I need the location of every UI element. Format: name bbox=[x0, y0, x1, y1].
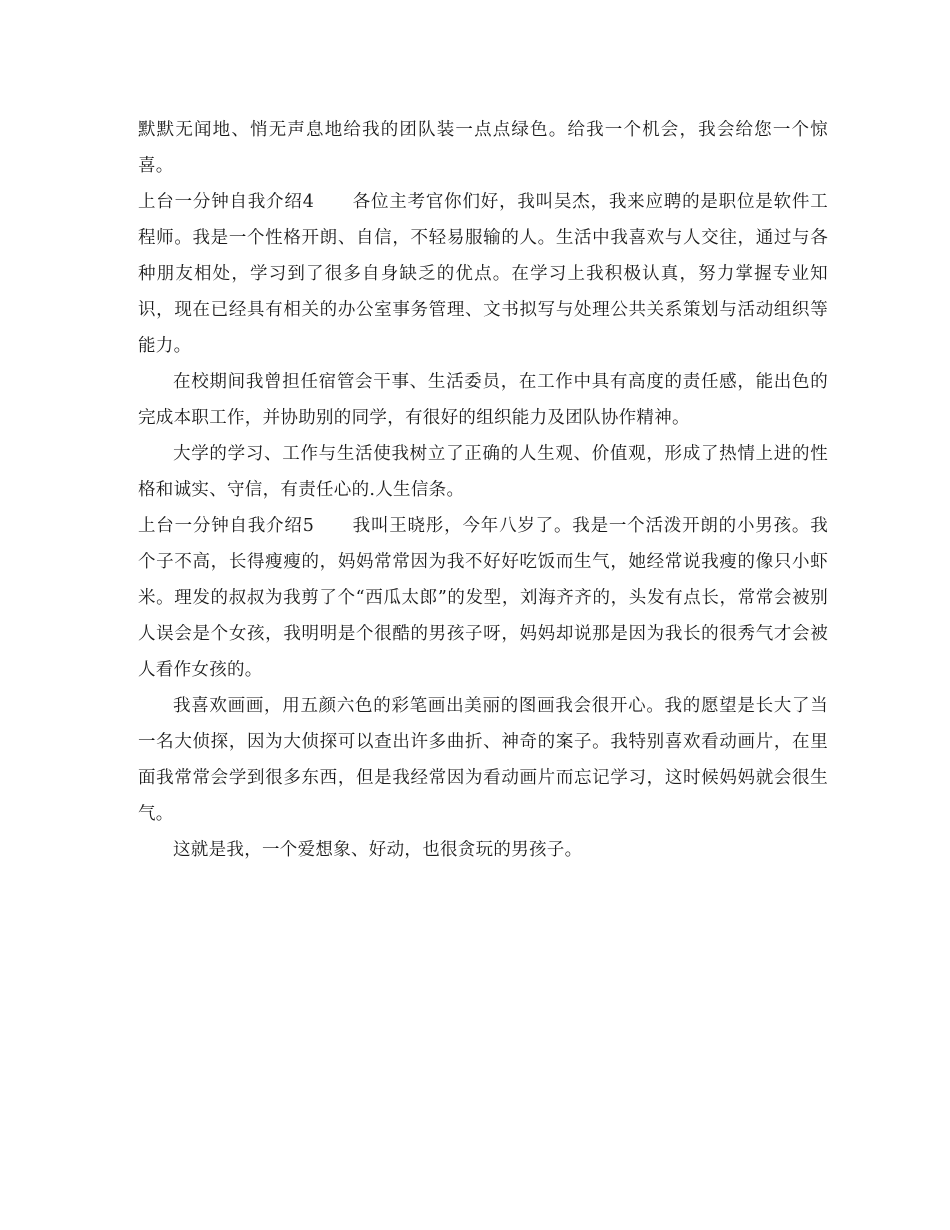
paragraph-text: 默默无闻地、悄无声息地给我的团队装一点点绿色。给我一个机会，我会给您一个惊喜。 bbox=[138, 120, 828, 176]
paragraph-6 bbox=[138, 688, 828, 832]
paragraph-text: 这就是我，一个爱想象、好动，也很贪玩的男孩子。 bbox=[173, 840, 583, 860]
paragraph-7 bbox=[138, 832, 828, 868]
paragraph-4 bbox=[138, 436, 828, 508]
paragraph-text: 大学的学习、工作与生活使我树立了正确的人生观、价值观，形成了热情上进的性格和诚实、守信，有责任心的.人生信条。 bbox=[138, 444, 828, 500]
paragraph-text: 各位主考官你们好，我叫吴杰，我来应聘的是职位是软件工程师。我是一个性格开朗、自信，不轻易服输的人。生活中我喜欢与人交往，通过与各种朋友相处，学习到了很多自身缺乏的优点。在学习上我积极认真，努力掌握专业知识，现在已经具有相关的办公室事务管理、文书拟写与处理公共关系策划与活动组织等能力。 bbox=[138, 192, 828, 356]
paragraph-2 bbox=[138, 184, 828, 364]
document-body bbox=[138, 112, 828, 868]
paragraph-1 bbox=[138, 112, 828, 184]
paragraph-text: 我叫王晓彤，今年八岁了。我是一个活泼开朗的小男孩。我个子不高，长得瘦瘦的，妈妈常常因为我不好好吃饭而生气，她经常说我瘦的像只小虾米。理发的叔叔为我剪了个“西瓜太郎”的发型，刘海齐齐的，头发有点长，常常会被别人误会是个女孩，我明明是个很酷的男孩子呀，妈妈却说那是因为我长的很秀气才会被人看作女孩的。 bbox=[138, 516, 828, 680]
paragraph-3 bbox=[138, 364, 828, 436]
paragraph-text: 我喜欢画画，用五颜六色的彩笔画出美丽的图画我会很开心。我的愿望是长大了当一名大侦探，因为大侦探可以查出许多曲折、神奇的案子。我特别喜欢看动画片，在里面我常常会学到很多东西，但是我经常因为看动画片而忘记学习，这时候妈妈就会很生气。 bbox=[138, 696, 828, 824]
section-heading-5: 上台一分钟自我介绍5 bbox=[138, 516, 315, 536]
paragraph-text: 在校期间我曾担任宿管会干事、生活委员，在工作中具有高度的责任感，能出色的完成本职工作，并协助别的同学，有很好的组织能力及团队协作精神。 bbox=[138, 372, 828, 428]
paragraph-5 bbox=[138, 508, 828, 688]
section-heading-4: 上台一分钟自我介绍4 bbox=[138, 192, 315, 212]
